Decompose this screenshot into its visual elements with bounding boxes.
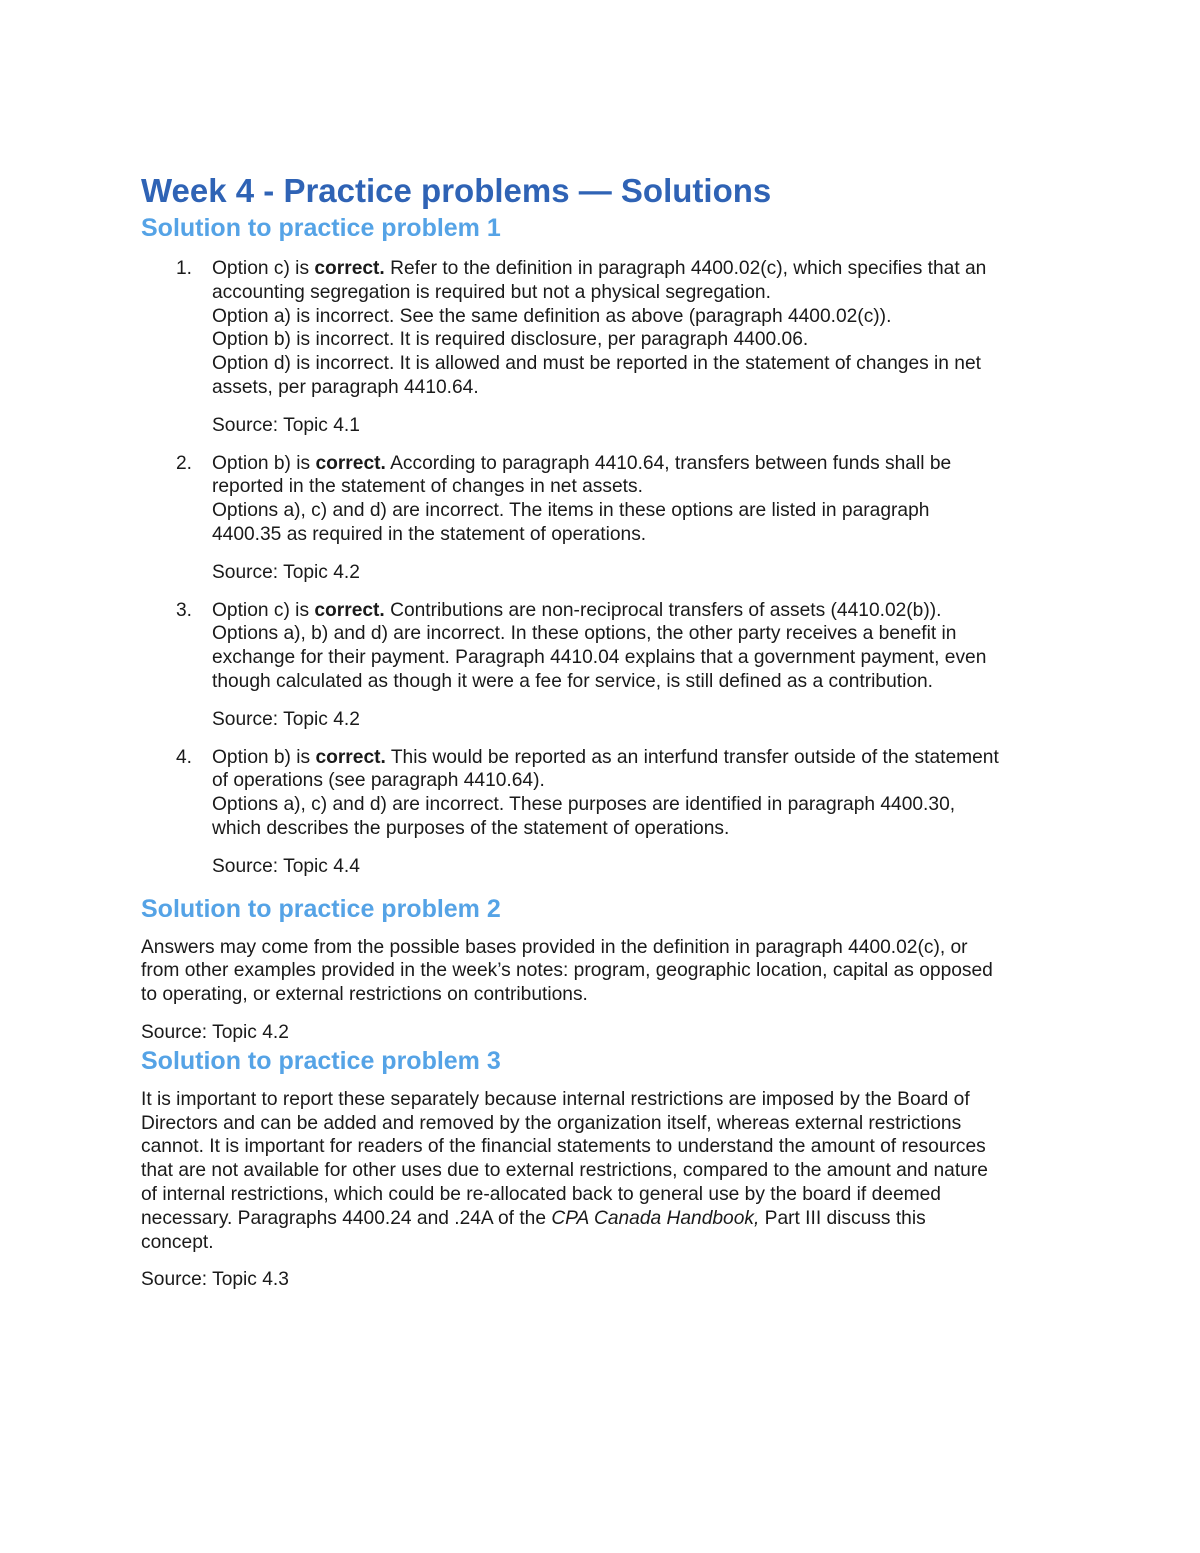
paragraph-line: It is important to report these separately because internal restrictions are imposed by the Board of — [141, 1088, 970, 1110]
answer-correct-label: correct. — [315, 746, 386, 768]
paragraph-line: that are not available for other uses due to external restrictions, compared to the amount and nature — [141, 1160, 988, 1182]
answer-item-3 — [141, 599, 1061, 732]
answer-line: Option d) is incorrect. It is allowed and must be reported in the statement of changes in net — [212, 353, 981, 375]
answer-line: accounting segregation is required but not a physical segregation. — [212, 281, 771, 303]
list-number: 4. — [176, 746, 193, 768]
source-note: Source: Topic 4.2 — [212, 561, 360, 583]
answer-line: reported in the statement of changes in net assets. — [212, 476, 643, 498]
answer-line: of operations (see paragraph 4410.64). — [212, 770, 545, 792]
answer-correct-label: correct. — [314, 258, 385, 279]
list-number: 1. — [176, 258, 193, 279]
paragraph-text: necessary. Paragraphs 4400.24 and .24A of the — [141, 1207, 552, 1229]
answer-item-2 — [141, 452, 1061, 585]
answer-first-line — [212, 452, 1061, 476]
answer-lead: Option b) is — [212, 452, 316, 474]
source-note: Source: Topic 4.4 — [212, 855, 360, 877]
answer-correct-label: correct. — [314, 599, 385, 621]
answer-line: which describes the purposes of the statement of operations. — [212, 817, 730, 839]
answer-line: Options a), b) and d) are incorrect. In these options, the other party receives a benefit in — [212, 623, 957, 645]
handbook-title: CPA Canada Handbook, — [551, 1207, 760, 1229]
answer-lead: Option b) is — [212, 746, 316, 768]
answer-line: though calculated as though it were a fee for service, is still defined as a contribution. — [212, 670, 934, 692]
paragraph-line: from other examples provided in the week’s notes: program, geographic location, capital as opposed — [141, 960, 993, 982]
answer-first-line — [212, 257, 1061, 281]
paragraph-line — [141, 1207, 1061, 1231]
source-note: Source: Topic 4.2 — [212, 708, 360, 730]
problem1-section — [141, 212, 1061, 879]
problem3-answer — [141, 1088, 1061, 1255]
list-number: 2. — [176, 452, 193, 474]
answer-first-line — [212, 599, 1061, 623]
problem2-answer — [141, 936, 1061, 1007]
paragraph-line: to operating, or external restrictions on contributions. — [141, 984, 588, 1006]
page-title: Week 4 - Practice problems — Solutions — [141, 172, 772, 209]
source-note: Source: Topic 4.3 — [141, 1269, 289, 1291]
paragraph-line: Answers may come from the possible bases provided in the definition in paragraph 4400.02(c), or — [141, 936, 968, 958]
answer-line: assets, per paragraph 4410.64. — [212, 376, 479, 398]
answer-lead: Option c) is — [212, 258, 315, 279]
answer-rest: Refer to the definition in paragraph 4400.02(c), which specifies that an — [384, 258, 987, 279]
answer-rest: Contributions are non-reciprocal transfers of assets (4410.02(b)). — [384, 599, 942, 621]
answer-line: exchange for their payment. Paragraph 4410.04 explains that a government payment, even — [212, 647, 987, 669]
answer-first-line — [212, 746, 1061, 770]
answer-rest: This would be reported as an interfund transfer outside of the statement — [385, 746, 999, 768]
answer-item-4 — [141, 746, 1061, 879]
answer-list — [141, 257, 1061, 879]
paragraph-line: of internal restrictions, which could be re-allocated back to general use by the board if deemed — [141, 1183, 941, 1205]
section-heading-problem3: Solution to practice problem 3 — [141, 1046, 501, 1075]
source-note: Source: Topic 4.1 — [212, 414, 360, 436]
list-number: 3. — [176, 599, 193, 621]
answer-line: Option b) is incorrect. It is required disclosure, per paragraph 4400.06. — [212, 329, 809, 351]
section-heading-problem2: Solution to practice problem 2 — [141, 894, 501, 923]
paragraph-line: Directors and can be added and removed by the organization itself, whereas external restrictions — [141, 1112, 962, 1134]
problem3-section — [141, 1045, 1061, 1292]
answer-item-1 — [141, 257, 1061, 438]
paragraph-text: Part III discuss this — [759, 1207, 926, 1229]
answer-lead: Option c) is — [212, 599, 315, 621]
paragraph-line: concept. — [141, 1231, 214, 1253]
document-content — [141, 170, 1061, 1292]
paragraph-line: cannot. It is important for readers of the financial statements to understand the amount of resources — [141, 1136, 986, 1158]
answer-line: Option a) is incorrect. See the same definition as above (paragraph 4400.02(c)). — [212, 305, 892, 327]
answer-rest: According to paragraph 4410.64, transfers between funds shall be — [385, 452, 952, 474]
section-heading-problem1: Solution to practice problem 1 — [141, 214, 501, 242]
answer-correct-label: correct. — [315, 452, 386, 474]
answer-line: 4400.35 as required in the statement of operations. — [212, 523, 647, 545]
answer-line: Options a), c) and d) are incorrect. The items in these options are listed in paragraph — [212, 500, 930, 522]
answer-line: Options a), c) and d) are incorrect. These purposes are identified in paragraph 4400.30, — [212, 794, 956, 816]
source-note: Source: Topic 4.2 — [141, 1021, 289, 1043]
problem2-section — [141, 893, 1061, 1045]
